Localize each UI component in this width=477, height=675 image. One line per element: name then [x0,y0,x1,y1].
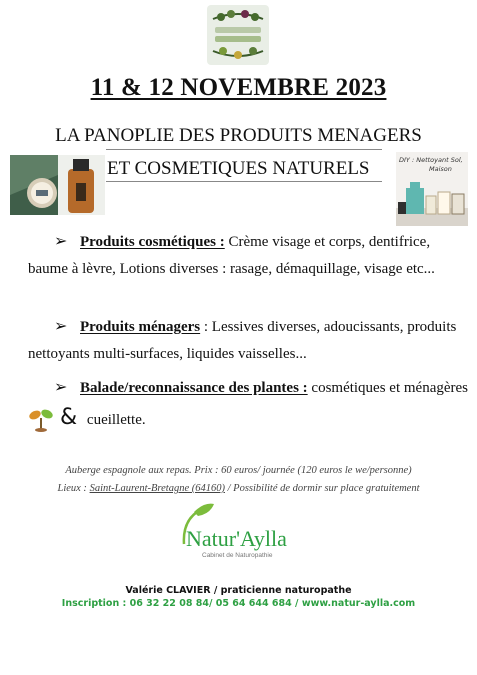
contact-registration: Inscription : 06 32 22 08 84/ 05 64 644 684 / www.natur-aylla.com [61,598,416,609]
item-household [28,313,468,367]
sprout-icon [28,406,54,432]
item-cosmetics-label: Produits cosmétiques : [80,234,225,250]
item-walk-label: Balade/reconnaissance des plantes : [80,380,308,396]
top-emblem-image [207,5,269,65]
arrow-bullet-icon: ➢ [54,316,68,335]
item-cosmetics-text: Crème visage et corps, dentifrice, baume à lèvre, Lotions diverses : rasage, démaquillage, visage etc... [28,234,435,277]
logo-tagline: Cabinet de Naturopathie [202,552,273,559]
cosmetic-products-photo [10,155,105,215]
diy-caption-line-1: DIY : Nettoyant Sol, [399,156,463,164]
event-info-line-1: Auberge espagnole aux repas. Prix : 60 euros/ journée (120 euros le we/personne) [65,465,412,476]
event-info-line-2 [0,483,477,494]
page-title: 11 & 12 NOVEMBRE 2023 [90,74,387,101]
event-location-suffix: / Possibilité de dormir sur place gratuitement [224,483,420,494]
item-walk-text-a: cosmétiques et ménagères [307,380,469,396]
event-location: Saint-Laurent-Bretagne (64160) [89,483,225,494]
item-walk-text-b: cueillette. [83,412,146,428]
subtitle-line-2: ET COSMETIQUES NATURELS [107,158,370,179]
item-cosmetics [28,228,468,282]
item-walk-amp: & [60,405,78,430]
item-household-label: Produits ménagers [80,319,201,335]
arrow-bullet-icon: ➢ [54,231,68,250]
subtitle-divider-1 [106,149,382,150]
item-household-text: : Lessives diverses, adoucissants, produits nettoyants multi-surfaces, liquides vaisselles... [28,319,457,362]
item-walk [28,372,468,435]
arrow-bullet-icon: ➢ [54,377,68,396]
diy-caption-line-2: Maison [429,165,452,173]
subtitle-line-1: LA PANOPLIE DES PRODUITS MENAGERS [55,125,422,146]
natur-aylla-logo [170,500,310,570]
diy-photo-caption [399,156,469,174]
contact-name: Valérie CLAVIER / praticienne naturopathe [125,585,352,596]
subtitle-divider-2 [106,181,382,182]
event-location-prefix: Lieux : [57,483,90,494]
logo-brand: Natur'Aylla [186,526,287,551]
